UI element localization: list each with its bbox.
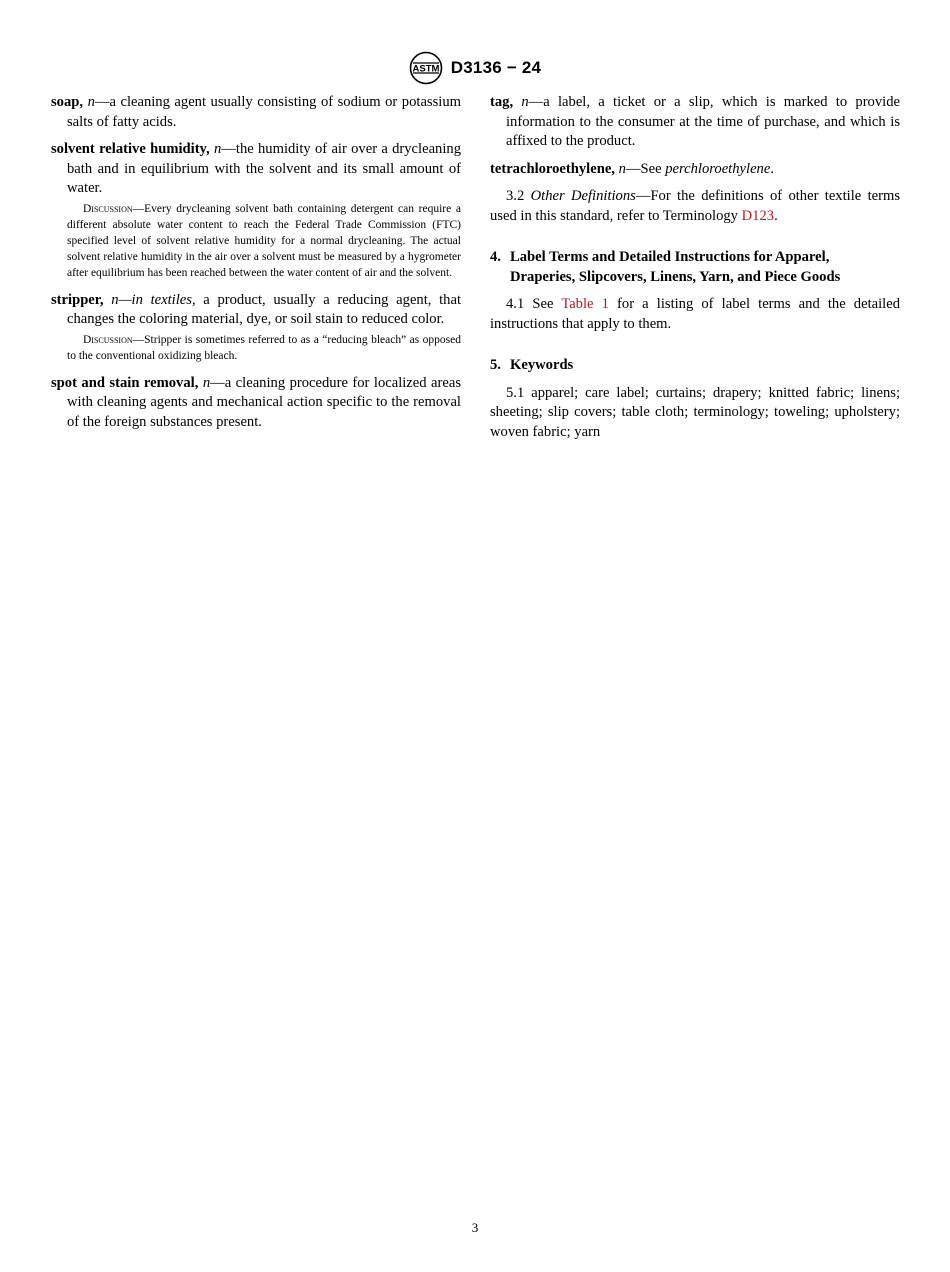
term-label: tetrachloroethylene, bbox=[490, 160, 615, 177]
definition-text: —a label, a ticket or a slip, which is marked to provide information to the consumer at the time of purchase, and which is affixed to the product. bbox=[506, 94, 900, 149]
section-number: 5. bbox=[490, 357, 501, 373]
part-of-speech: n bbox=[111, 291, 119, 308]
see-term: perchloroethylene bbox=[665, 160, 771, 177]
discussion-label: Discussion bbox=[83, 333, 133, 346]
right-column bbox=[490, 93, 900, 450]
paragraph-number: 4.1 bbox=[506, 296, 525, 312]
discussion-text: —Stripper is sometimes referred to as a “reducing bleach” as opposed to the conventional oxidizing bleach. bbox=[67, 333, 461, 362]
paragraph-3-2: 3.2 Other Definitions—For the definitions of other textile terms used in this standard, refer to Terminology D123. bbox=[490, 188, 901, 224]
page-number: 3 bbox=[471, 1220, 479, 1235]
definition-tetrachloroethylene: tetrachloroethylene, n—See perchloroethylene. bbox=[490, 160, 774, 177]
part-of-speech: n bbox=[618, 160, 626, 177]
section-number: 4. bbox=[490, 249, 501, 265]
definition-soap bbox=[51, 93, 461, 132]
discussion-note bbox=[67, 332, 461, 364]
definition-tag bbox=[490, 93, 900, 152]
definition-spot-and-stain-removal bbox=[51, 374, 461, 433]
definition-solvent-relative-humidity bbox=[51, 140, 461, 199]
definition-text: —See bbox=[625, 160, 666, 177]
definition-text: —a cleaning agent usually consisting of sodium or potassium salts of fatty acids. bbox=[67, 94, 461, 130]
section-5-heading bbox=[490, 356, 900, 376]
left-column bbox=[51, 93, 461, 440]
paragraph-number: 3.2 bbox=[506, 188, 525, 204]
part-of-speech: n bbox=[214, 141, 222, 157]
section-title-line2: Draperies, Slipcovers, Linens, Yarn, and Piece Goods bbox=[510, 268, 841, 285]
paragraph-number: 5.1 bbox=[506, 384, 525, 401]
term-label: spot and stain removal, bbox=[51, 374, 199, 391]
paragraph-4-1: 4.1 See Table 1 for a listing of label terms and the detailed instructions that apply to them. bbox=[490, 296, 900, 332]
term-label: tag, bbox=[490, 94, 514, 110]
discussion-text: —Every drycleaning solvent bath containing detergent can require a different absolute water content to reach the Federal Trade Commission (FTC) specified level of solvent relative humidity for a normal drycleaning. The actual solvent relative humidity in the air over a solvent must be measured by a hygrometer after equilibrium has been reached between the water content of air and the solvent. bbox=[67, 202, 461, 279]
astm-logo-icon bbox=[409, 51, 443, 85]
part-of-speech: n bbox=[521, 94, 529, 110]
term-label: stripper, bbox=[51, 291, 104, 308]
section-title: Keywords bbox=[510, 357, 574, 373]
part-of-speech: n bbox=[202, 374, 211, 391]
discussion-label: Discussion bbox=[83, 202, 133, 215]
part-of-speech: n bbox=[87, 94, 95, 110]
svg-text:ASTM: ASTM bbox=[412, 63, 440, 75]
keywords-text: apparel; care label; curtains; drapery; knitted fabric; linens; sheeting; slip covers; table cloth; terminology; toweling; upholstery; woven fabric; yarn bbox=[490, 384, 901, 440]
paragraph-5-1 bbox=[490, 384, 900, 443]
document-id: D3136 − 24 bbox=[450, 58, 542, 77]
link-table-1[interactable]: Table 1 bbox=[561, 296, 609, 312]
discussion-note bbox=[67, 201, 461, 281]
definition-text: —the humidity of air over a drycleaning bath and in equilibrium with the solvent and its small amount of water. bbox=[67, 141, 461, 196]
page-header bbox=[0, 50, 950, 86]
definition-text: , a product, usually a reducing agent, that changes the coloring material, dye, or soil stain to reduced color. bbox=[67, 291, 461, 327]
link-d123[interactable]: D123 bbox=[741, 207, 775, 224]
term-label: soap, bbox=[51, 94, 84, 110]
paragraph-heading: Other Definitions bbox=[530, 188, 636, 204]
section-4-heading bbox=[490, 248, 900, 287]
definition-text: —a cleaning procedure for localized areas with cleaning agents and mechanical action specific to the removal of the foreign substances present. bbox=[67, 374, 461, 430]
term-label: solvent relative humidity, bbox=[51, 141, 210, 157]
qualifier: —in textiles bbox=[118, 291, 192, 308]
section-title-line1: Label Terms and Detailed Instructions for Apparel, bbox=[510, 249, 830, 265]
definition-stripper bbox=[51, 291, 461, 330]
